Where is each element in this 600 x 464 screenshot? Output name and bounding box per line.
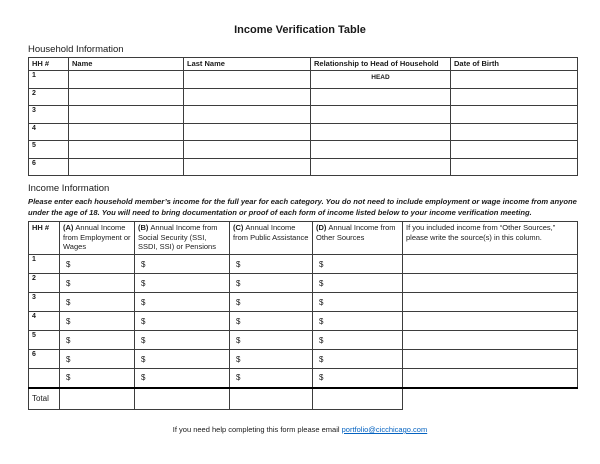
household-section-heading: Household Information [28, 44, 124, 55]
income-col-b-prefix: (B) [138, 223, 149, 232]
dob-cell [451, 106, 578, 124]
footer-email-link[interactable]: portfolio@cicchicago.com [341, 425, 428, 434]
household-col-hh: HH # [29, 58, 69, 71]
hh-number-cell: 6 [29, 350, 60, 369]
last-name-cell [184, 158, 311, 176]
name-cell [69, 123, 184, 141]
hh-number-cell: 2 [29, 274, 60, 293]
income-table-row [29, 312, 578, 331]
relationship-cell [311, 123, 451, 141]
household-table-row [29, 123, 578, 141]
income-instructions: Please enter each household member’s income for the full year for each category. You do not need to include employment or wage income from anyone under the age of 18. You will need to bring documentation or proof of each form of income listed below to your income verification meeting. [28, 197, 577, 217]
income-amount-cell-a: $ [60, 312, 135, 331]
hh-number-cell: 4 [29, 312, 60, 331]
income-amount-cell-a: $ [60, 255, 135, 274]
other-sources-cell [403, 369, 578, 388]
income-amount-cell-b: $ [135, 274, 230, 293]
income-amount-cell-c: $ [230, 312, 313, 331]
income-amount-cell-b: $ [135, 293, 230, 312]
income-amount-cell-c: $ [230, 331, 313, 350]
income-amount-cell-c: $ [230, 369, 313, 388]
total-cell-sources-empty [403, 388, 578, 410]
income-table-row [29, 369, 578, 388]
relationship-cell: HEAD [311, 71, 451, 89]
income-amount-cell-b: $ [135, 312, 230, 331]
hh-number-cell [29, 369, 60, 388]
income-table-row [29, 255, 578, 274]
hh-number-cell: 3 [29, 106, 69, 124]
income-amount-cell-d: $ [313, 369, 403, 388]
income-amount-cell-d: $ [313, 350, 403, 369]
income-col-a-label: Annual Income from Employment or Wages [63, 223, 131, 251]
page-title: Income Verification Table [234, 24, 366, 36]
household-col-name: Name [69, 58, 184, 71]
income-col-a [60, 222, 135, 255]
relationship-cell [311, 88, 451, 106]
income-col-sources: If you included income from “Other Sources,” please write the source(s) in this column. [403, 222, 578, 255]
income-amount-cell-b: $ [135, 255, 230, 274]
total-cell-a [60, 388, 135, 410]
income-col-b [135, 222, 230, 255]
other-sources-cell [403, 293, 578, 312]
other-sources-cell [403, 274, 578, 293]
footer-help-line [0, 425, 600, 434]
income-col-c-label: Annual Income from Public Assistance [233, 223, 309, 242]
income-col-a-prefix: (A) [63, 223, 74, 232]
relationship-cell [311, 158, 451, 176]
income-amount-cell-c: $ [230, 350, 313, 369]
household-table-row [29, 158, 578, 176]
income-information-table [28, 221, 578, 410]
footer-help-text: If you need help completing this form please email [172, 425, 342, 434]
income-amount-cell-b: $ [135, 350, 230, 369]
income-amount-cell-c: $ [230, 274, 313, 293]
income-amount-cell-a: $ [60, 350, 135, 369]
income-header-row [29, 222, 578, 255]
income-col-b-label: Annual Income from Social Security (SSI, SSDI, SSI) or Pensions [138, 223, 218, 251]
household-table-row [29, 88, 578, 106]
income-col-c-prefix: (C) [233, 223, 244, 232]
other-sources-cell [403, 255, 578, 274]
income-amount-cell-d: $ [313, 255, 403, 274]
household-table-row [29, 106, 578, 124]
income-table-row [29, 274, 578, 293]
dob-cell [451, 71, 578, 89]
income-amount-cell-a: $ [60, 369, 135, 388]
household-col-relationship: Relationship to Head of Household [311, 58, 451, 71]
income-col-d-prefix: (D) [316, 223, 327, 232]
dob-cell [451, 88, 578, 106]
income-section-heading: Income Information [28, 183, 110, 194]
household-col-dob: Date of Birth [451, 58, 578, 71]
income-amount-cell-a: $ [60, 293, 135, 312]
name-cell [69, 71, 184, 89]
last-name-cell [184, 106, 311, 124]
income-amount-cell-b: $ [135, 331, 230, 350]
last-name-cell [184, 123, 311, 141]
hh-number-cell: 4 [29, 123, 69, 141]
hh-number-cell: 1 [29, 255, 60, 274]
last-name-cell [184, 71, 311, 89]
income-amount-cell-d: $ [313, 293, 403, 312]
total-label-cell: Total [29, 388, 60, 410]
dob-cell [451, 123, 578, 141]
income-col-c [230, 222, 313, 255]
relationship-cell [311, 141, 451, 159]
income-table-row [29, 331, 578, 350]
income-amount-cell-a: $ [60, 274, 135, 293]
household-table-row [29, 71, 578, 89]
dob-cell [451, 141, 578, 159]
relationship-cell [311, 106, 451, 124]
household-col-last-name: Last Name [184, 58, 311, 71]
household-table-row [29, 141, 578, 159]
dob-cell [451, 158, 578, 176]
other-sources-cell [403, 312, 578, 331]
other-sources-cell [403, 350, 578, 369]
total-cell-d [313, 388, 403, 410]
income-amount-cell-d: $ [313, 331, 403, 350]
hh-number-cell: 6 [29, 158, 69, 176]
name-cell [69, 106, 184, 124]
income-table-row [29, 293, 578, 312]
income-amount-cell-d: $ [313, 312, 403, 331]
income-total-row [29, 388, 578, 410]
household-information-table [28, 57, 578, 176]
income-amount-cell-b: $ [135, 369, 230, 388]
last-name-cell [184, 141, 311, 159]
income-col-d-label: Annual Income from Other Sources [316, 223, 396, 242]
income-amount-cell-c: $ [230, 255, 313, 274]
hh-number-cell: 5 [29, 331, 60, 350]
income-amount-cell-a: $ [60, 331, 135, 350]
name-cell [69, 88, 184, 106]
hh-number-cell: 3 [29, 293, 60, 312]
total-cell-c [230, 388, 313, 410]
income-amount-cell-c: $ [230, 293, 313, 312]
hh-number-cell: 2 [29, 88, 69, 106]
income-col-d [313, 222, 403, 255]
other-sources-cell [403, 331, 578, 350]
name-cell [69, 141, 184, 159]
name-cell [69, 158, 184, 176]
hh-number-cell: 1 [29, 71, 69, 89]
income-table-row [29, 350, 578, 369]
household-header-row [29, 58, 578, 71]
income-col-hh: HH # [29, 222, 60, 255]
income-amount-cell-d: $ [313, 274, 403, 293]
last-name-cell [184, 88, 311, 106]
total-cell-b [135, 388, 230, 410]
hh-number-cell: 5 [29, 141, 69, 159]
